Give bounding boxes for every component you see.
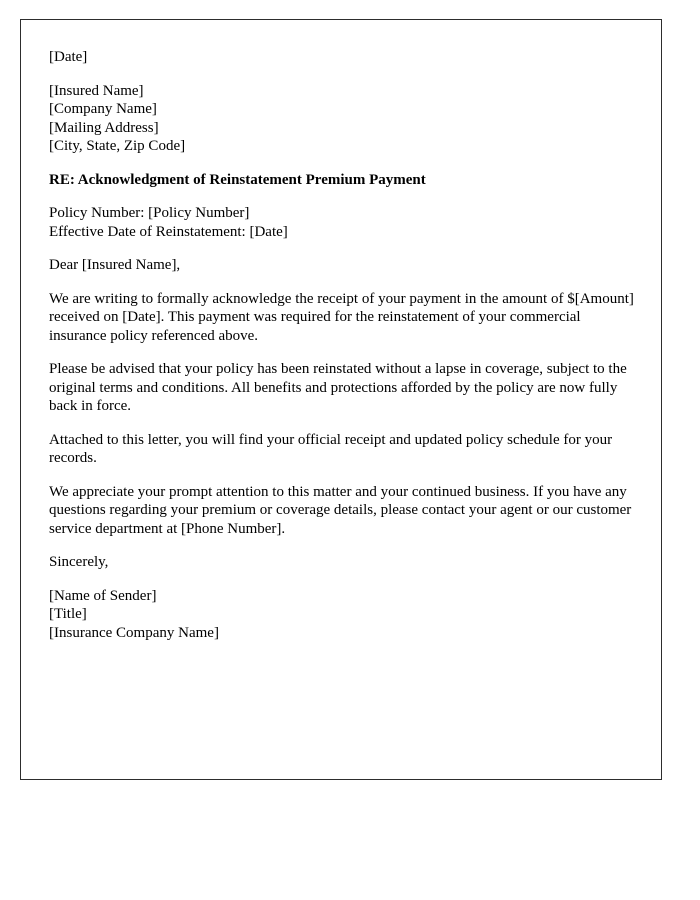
body-paragraph-1: We are writing to formally acknowledge the receipt of your payment in the amount of $[Amount] received on [Date]. This payment was required for the reinstatement of your commercial insurance policy referenced above. [49, 290, 634, 344]
sender-name-line: [Name of Sender] [49, 587, 157, 604]
subject-line: RE: Acknowledgment of Reinstatement Premium Payment [49, 171, 426, 188]
reference-block [49, 204, 635, 241]
recipient-address-block [49, 82, 635, 156]
signature-block [49, 587, 635, 643]
effective-date-line: Effective Date of Reinstatement: [Date] [49, 223, 288, 240]
recipient-city-state-zip-line: [City, State, Zip Code] [49, 138, 186, 154]
policy-number-line: Policy Number: [Policy Number] [49, 205, 250, 221]
body-paragraph-2: Please be advised that your policy has been reinstated without a lapse in coverage, subject to the original terms and conditions. All benefits and protections afforded by the policy are now fully back in force. [49, 361, 627, 414]
body-paragraph-4: We appreciate your prompt attention to this matter and your continued business. If you have any questions regarding your premium or coverage details, please contact your agent or our customer service department at [Phone Number]. [49, 483, 632, 537]
body-paragraph-3: Attached to this letter, you will find your official receipt and updated policy schedule for your records. [49, 431, 613, 466]
letter-page [20, 19, 662, 780]
sender-company-line: [Insurance Company Name] [49, 624, 219, 641]
sender-title-line: [Title] [49, 606, 87, 622]
closing-line: Sincerely, [49, 554, 109, 570]
recipient-mailing-address-line: [Mailing Address] [49, 119, 159, 136]
recipient-name-line: [Insured Name] [49, 82, 144, 99]
date-line: [Date] [49, 49, 88, 65]
recipient-company-line: [Company Name] [49, 101, 157, 117]
salutation-line: Dear [Insured Name], [49, 257, 181, 273]
